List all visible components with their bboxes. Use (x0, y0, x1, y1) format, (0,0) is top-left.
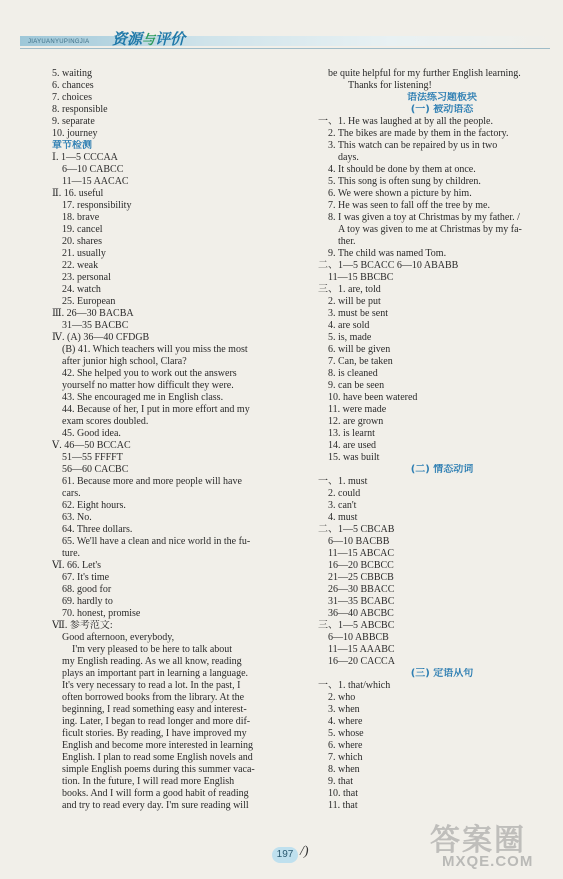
answer-line: 9. that (328, 776, 353, 787)
answer-line: Ⅰ. 1—5 CCCAA (52, 152, 118, 163)
answer-line: 8. I was given a toy at Christmas by my father. / (328, 212, 520, 223)
answer-line: 7. choices (52, 92, 92, 103)
answer-line: 20. shares (62, 236, 102, 247)
answer-line: 51—55 FFFFT (62, 452, 123, 463)
page-number: 197 (272, 847, 298, 863)
answer-line: yourself no matter how difficult they were. (62, 380, 234, 391)
answer-line: 14. are used (328, 440, 377, 451)
handwritten-mark: /) (300, 844, 309, 859)
answer-line: 25. European (62, 296, 116, 307)
answer-line: 6. chances (52, 80, 94, 91)
answer-line: days. (338, 152, 359, 163)
section-heading: (三) 定语从句 (410, 668, 474, 679)
right-column (318, 68, 563, 812)
answer-line: 63. No. (62, 512, 92, 523)
answer-line: 13. is learnt (328, 428, 375, 439)
answer-line: 6. We were shown a picture by him. (328, 188, 472, 199)
answer-line: 3. must be sent (328, 308, 388, 319)
brand-connector: 与 (142, 33, 156, 48)
header-brand-logo (112, 28, 185, 49)
answer-line: 9. can be seen (328, 380, 385, 391)
page-header (20, 22, 550, 56)
answer-line: 3. This watch can be repaired by us in two (328, 140, 498, 151)
answer-line: ficult stories. By reading, I have improved my (62, 728, 247, 739)
section-heading: 语法练习题板块 (407, 92, 477, 103)
answer-line: 4. must (328, 512, 358, 523)
answer-line: 5. whose (328, 728, 364, 739)
answer-line: 67. It's time (62, 572, 110, 583)
answer-line: 56—60 CACBC (62, 464, 129, 475)
section-heading: (一) 被动语态 (410, 104, 474, 115)
answer-line: 6—10 BACBB (328, 536, 390, 547)
answer-line: I'm very pleased to be here to talk about (72, 644, 233, 655)
brand-left: 资源 (112, 30, 143, 48)
answer-line: 10. have been watered (328, 392, 418, 403)
answer-line: beginning, I read something easy and interest- (62, 704, 247, 715)
answer-line: 70. honest, promise (62, 608, 141, 619)
answer-line: 11—15 AAABC (328, 644, 395, 655)
answer-line: 2. will be put (328, 296, 381, 307)
answer-line: 9. separate (52, 116, 95, 127)
answer-line: 31—35 BACBC (62, 320, 129, 331)
answer-line: 69. hardly to (62, 596, 113, 607)
answer-line: 3. can't (328, 500, 357, 511)
answer-line: 36—40 ABCBC (328, 608, 394, 619)
answer-line: exam scores doubled. (62, 416, 149, 427)
answer-line: 8. is cleaned (328, 368, 378, 379)
answer-line: 三、1. are, told (318, 284, 381, 295)
answer-line: ing. Later, I began to read longer and more dif- (62, 716, 251, 727)
answer-line: Ⅲ. 26—30 BACBA (52, 308, 134, 319)
answer-line: 5. This song is often sung by children. (328, 176, 481, 187)
answer-line: 11. that (328, 800, 358, 811)
answer-line: 6—10 CABCC (62, 164, 124, 175)
answer-line: 6. will be given (328, 344, 391, 355)
answer-line: 6. where (328, 740, 363, 751)
answer-line: 65. We'll have a clean and nice world in the fu- (62, 536, 251, 547)
answer-line: 8. responsible (52, 104, 108, 115)
answer-line: English. I plan to read some English novels and (62, 752, 253, 763)
answer-line: 11—15 BBCBC (328, 272, 394, 283)
answer-line: Ⅵ. 66. Let's (52, 560, 102, 571)
answer-line: Ⅳ. (A) 36—40 CFDGB (52, 332, 150, 343)
header-rule (20, 48, 550, 49)
answer-line: Ⅱ. 16. useful (52, 188, 104, 199)
answer-line: 19. cancel (62, 224, 103, 235)
brand-right: 评价 (155, 30, 186, 48)
answer-line: 24. watch (62, 284, 101, 295)
header-band (20, 36, 550, 46)
watermark-url: MXQE.COM (442, 853, 534, 870)
answer-line: 64. Three dollars. (62, 524, 133, 535)
watermark (430, 815, 555, 875)
answer-line: cars. (62, 488, 81, 499)
answer-line: 21. usually (62, 248, 106, 259)
watermark-text: 答案圈 (430, 823, 526, 858)
answer-line: 11—15 ABCAC (328, 548, 395, 559)
answer-line: 二、1—5 BCACC 6—10 ABABB (318, 260, 459, 271)
answer-line: 一、1. He was laughed at by all the people. (318, 116, 493, 127)
answer-line: 16—20 BCBCC (328, 560, 394, 571)
answer-line: 3. when (328, 704, 360, 715)
answer-line: 2. who (328, 692, 356, 703)
answer-line: 2. could (328, 488, 361, 499)
answer-line: 4. are sold (328, 320, 370, 331)
answer-line: It's very necessary to read a lot. In the past, I (62, 680, 241, 691)
answer-line: 5. waiting (52, 68, 92, 79)
answer-line: 11—15 AACAC (62, 176, 129, 187)
answer-line: Good afternoon, everybody, (62, 632, 175, 643)
answer-line: 一、1. must (318, 476, 368, 487)
answer-line: tion. In the future, I will read more English (62, 776, 235, 787)
answer-line: 7. which (328, 752, 363, 763)
answer-line: books. And I will form a good habit of reading (62, 788, 249, 799)
answer-line: often borrowed books from the library. At the (62, 692, 245, 703)
answer-line: 31—35 BCABC (328, 596, 395, 607)
answer-line: 4. where (328, 716, 363, 727)
answer-line: 21—25 CBBCB (328, 572, 394, 583)
answer-line: ther. (338, 236, 356, 247)
answer-line: my English reading. As we all know, reading (62, 656, 242, 667)
answer-line: 42. She helped you to work out the answers (62, 368, 237, 379)
answer-line: 7. Can, be taken (328, 356, 393, 367)
answer-line: 16—20 CACCA (328, 656, 395, 667)
answer-line: 10. journey (52, 128, 98, 139)
answer-line: 45. Good idea. (62, 428, 121, 439)
answer-line: simple English poems during this summer vaca- (62, 764, 255, 775)
answer-line: and try to read every day. I'm sure reading will (62, 800, 249, 811)
answer-line: 二、1—5 CBCAB (318, 524, 395, 535)
answer-line: 4. It should be done by them at once. (328, 164, 476, 175)
answer-line: 7. He was seen to fall off the tree by me. (328, 200, 490, 211)
left-column (52, 68, 302, 812)
answer-line: 61. Because more and more people will have (62, 476, 242, 487)
header-pinyin: JIAYUANYUPINGJIA (28, 39, 90, 45)
answer-line: 12. are grown (328, 416, 384, 427)
answer-line: 11. were made (328, 404, 387, 415)
section-heading: 章节检测 (52, 140, 92, 151)
answer-line: A toy was given to me at Christmas by my fa- (338, 224, 522, 235)
answer-line: 22. weak (62, 260, 99, 271)
answer-line: 44. Because of her, I put in more effort and my (62, 404, 250, 415)
answer-line: 23. personal (62, 272, 111, 283)
answer-line: ture. (62, 548, 81, 559)
answer-line: 2. The bikes are made by them in the factory. (328, 128, 509, 139)
answer-line: 8. when (328, 764, 360, 775)
answer-line: (B) 41. Which teachers will you miss the most (62, 344, 248, 355)
answer-line: plays an important part in learning a language. (62, 668, 249, 679)
answer-line: 68. good for (62, 584, 112, 595)
answer-line: English and become more interested in learning (62, 740, 254, 751)
answer-line: 18. brave (62, 212, 100, 223)
answer-line: 17. responsibility (62, 200, 132, 211)
answer-line: 三、1—5 ABCBC (318, 620, 395, 631)
answer-line: 62. Eight hours. (62, 500, 126, 511)
answer-line: 一、1. that/which (318, 680, 391, 691)
answer-line: 15. was built (328, 452, 380, 463)
answer-line: Thanks for listening! (348, 80, 432, 91)
answer-line: 43. She encouraged me in English class. (62, 392, 224, 403)
answer-line: 10. that (328, 788, 358, 799)
answer-line: Ⅶ. 参考范文: (52, 620, 113, 631)
answer-line: after junior high school, Clara? (62, 356, 187, 367)
section-heading: (二) 情态动词 (410, 464, 474, 475)
answer-line: Ⅴ. 46—50 BCCAC (52, 440, 131, 451)
answer-line: 9. The child was named Tom. (328, 248, 447, 259)
answer-line: 26—30 BBACC (328, 584, 395, 595)
answer-line: be quite helpful for my further English learning. (328, 68, 521, 79)
answer-line: 5. is, made (328, 332, 372, 343)
answer-line: 6—10 ABBCB (328, 632, 389, 643)
